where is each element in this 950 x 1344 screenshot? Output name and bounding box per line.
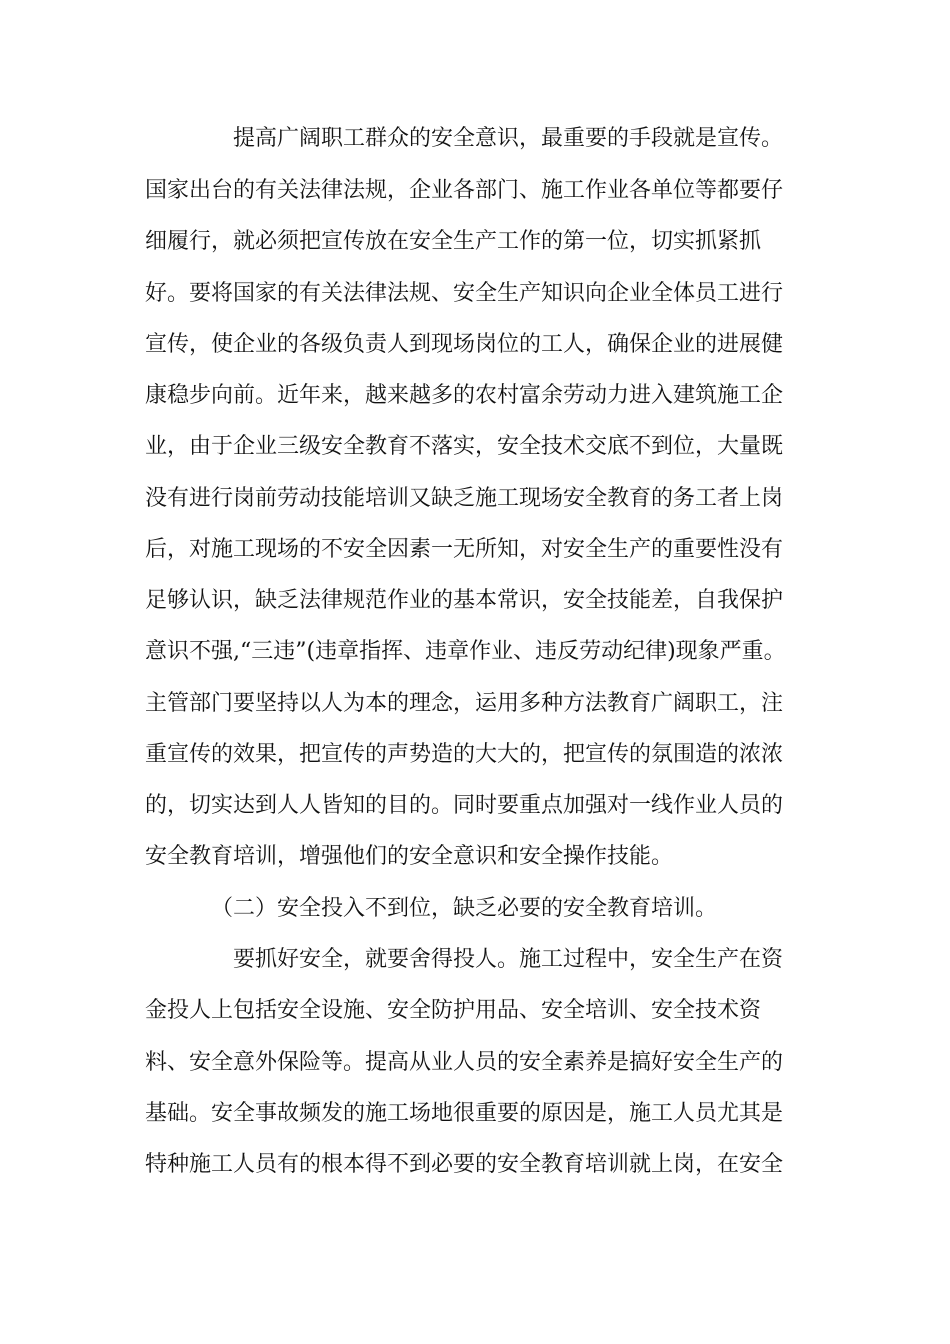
paragraph-line: 要抓好安全，就要舍得投人。施工过程中，安全生产在资 (233, 947, 784, 972)
paragraph-line: 宣传，使企业的各级负责人到现场岗位的工人，确保企业的进展健 (145, 332, 784, 357)
paragraph-line: 安全教育培训，增强他们的安全意识和安全操作技能。 (145, 844, 674, 869)
paragraph-line: 业，由于企业三级安全教育不落实，安全技术交底不到位，大量既 (145, 434, 784, 459)
paragraph-line: 细履行，就必须把宣传放在安全生产工作的第一位，切实抓紧抓 (145, 229, 762, 254)
paragraph-line: 足够认识，缺乏法律规范作业的基本常识，安全技能差，自我保护 (145, 588, 784, 613)
paragraph-line: 重宣传的效果，把宣传的声势造的大大的，把宣传的氛围造的浓浓 (145, 742, 784, 767)
paragraph-line: 特种施工人员有的根本得不到必要的安全教育培训就上岗，在安全 (145, 1152, 784, 1177)
paragraph-line: 意识不强,“三违”(违章指挥、违章作业、违反劳动纪律)现象严重。 (145, 639, 786, 664)
paragraph-line: 提高广阔职工群众的安全意识，最重要的手段就是宣传。 (233, 126, 784, 151)
paragraph-line: 康稳步向前。近年来，越来越多的农村富余劳动力进入建筑施工企 (145, 383, 784, 408)
paragraph-line: 好。要将国家的有关法律法规、安全生产知识向企业全体员工进行 (145, 281, 784, 306)
paragraph-line: 的，切实达到人人皆知的目的。同时要重点加强对一线作业人员的 (145, 793, 784, 818)
section-heading: （二）安全投入不到位，缺乏必要的安全教育培训。 (211, 896, 718, 921)
paragraph-line: 国家出台的有关法律法规，企业各部门、施工作业各单位等都要仔 (145, 178, 784, 203)
paragraph-line: 料、安全意外保险等。提高从业人员的安全素养是搞好安全生产的 (145, 1050, 784, 1075)
paragraph-line: 金投人上包括安全设施、安全防护用品、安全培训、安全技术资 (145, 998, 762, 1023)
paragraph-line: 没有进行岗前劳动技能培训又缺乏施工现场安全教育的务工者上岗 (145, 486, 784, 511)
paragraph-line: 后，对施工现场的不安全因素一无所知，对安全生产的重要性没有 (145, 537, 784, 562)
paragraph-line: 基础。安全事故频发的施工场地很重要的原因是，施工人员尤其是 (145, 1101, 784, 1126)
paragraph-line: 主管部门要坚持以人为本的理念，运用多种方法教育广阔职工，注 (145, 691, 784, 716)
